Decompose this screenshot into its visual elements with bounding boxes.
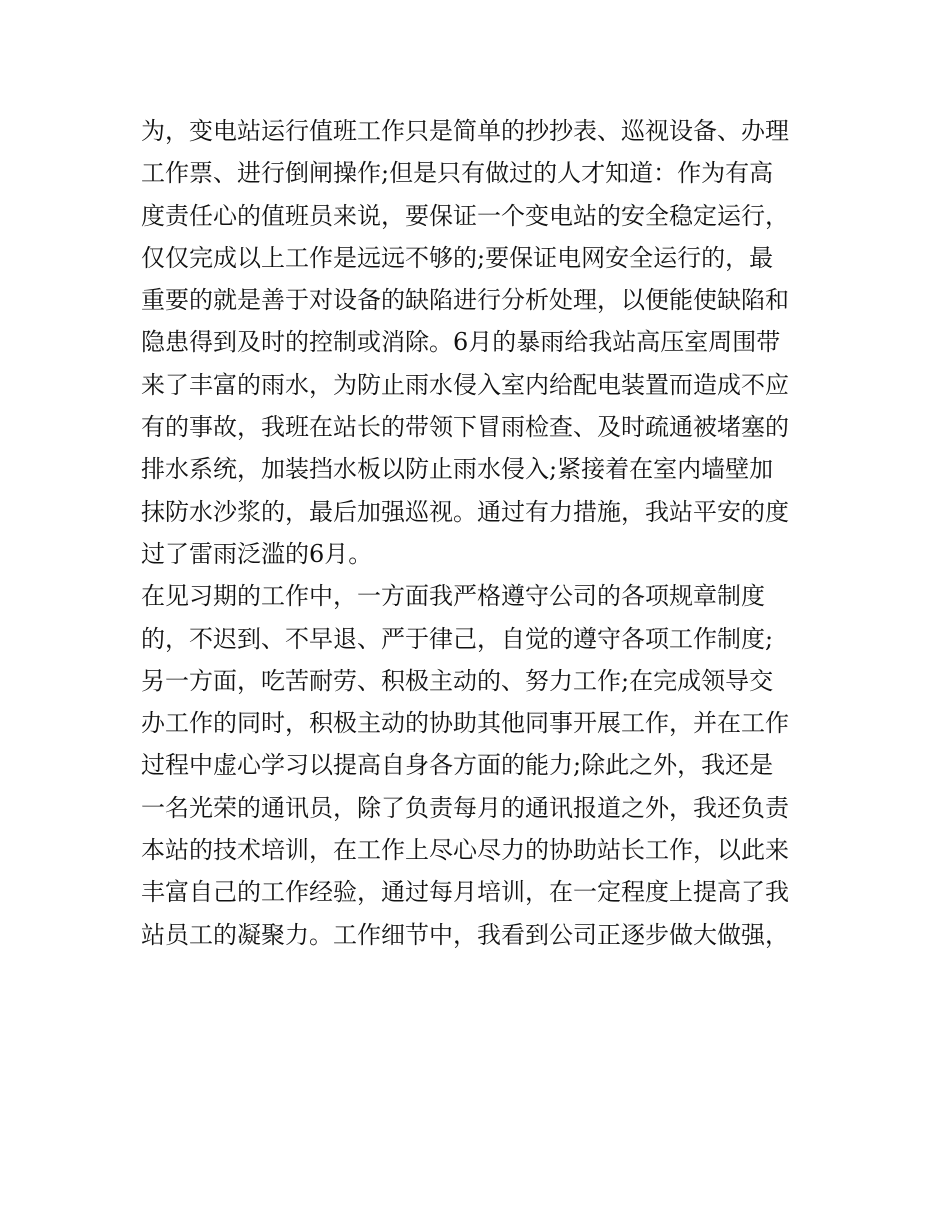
text-line: 过了雷雨泛滥的6月。 <box>141 539 373 568</box>
text-line: 过程中虚心学习以提高自身各方面的能力;除此之外，我还是 <box>141 751 774 780</box>
text-line: 重要的就是善于对设备的缺陷进行分析处理，以便能使缺陷和 <box>141 286 789 315</box>
text-line: 站员工的凝聚力。工作细节中，我看到公司正逐步做大做强， <box>141 920 789 949</box>
paragraph-1 <box>141 110 821 575</box>
text-line: 度责任心的值班员来说，要保证一个变电站的安全稳定运行， <box>141 201 789 230</box>
text-line: 另一方面，吃苦耐劳、积极主动的、努力工作;在完成领导交 <box>141 666 774 695</box>
text-line: 抹防水沙浆的，最后加强巡视。通过有力措施，我站平安的度 <box>141 497 789 526</box>
text-line: 工作票、进行倒闸操作;但是只有做过的人才知道：作为有高 <box>141 159 774 188</box>
text-line: 在见习期的工作中，一方面我严格遵守公司的各项规章制度 <box>141 582 765 611</box>
text-line: 排水系统，加装挡水板以防止雨水侵入;紧接着在室内墙壁加 <box>141 455 774 484</box>
document-body <box>141 110 821 956</box>
text-line: 隐患得到及时的控制或消除。6月的暴雨给我站高压室周围带 <box>141 328 781 357</box>
text-line: 丰富自己的工作经验，通过每月培训，在一定程度上提高了我 <box>141 878 789 907</box>
text-line: 来了丰富的雨水，为防止雨水侵入室内给配电装置而造成不应 <box>141 370 789 399</box>
text-line: 一名光荣的通讯员，除了负责每月的通讯报道之外，我还负责 <box>141 793 789 822</box>
text-line: 仅仅完成以上工作是远远不够的;要保证电网安全运行的，最 <box>141 243 774 272</box>
text-line: 为，变电站运行值班工作只是简单的抄抄表、巡视设备、办理 <box>141 117 789 145</box>
text-line: 有的事故，我班在站长的带领下冒雨检查、及时疏通被堵塞的 <box>141 413 789 442</box>
text-line: 本站的技术培训，在工作上尽心尽力的协助站长工作，以此来 <box>141 836 789 865</box>
paragraph-2 <box>141 575 821 956</box>
text-line: 的，不迟到、不早退、严于律己，自觉的遵守各项工作制度; <box>141 624 774 653</box>
text-line: 办工作的同时，积极主动的协助其他同事开展工作，并在工作 <box>141 709 789 738</box>
